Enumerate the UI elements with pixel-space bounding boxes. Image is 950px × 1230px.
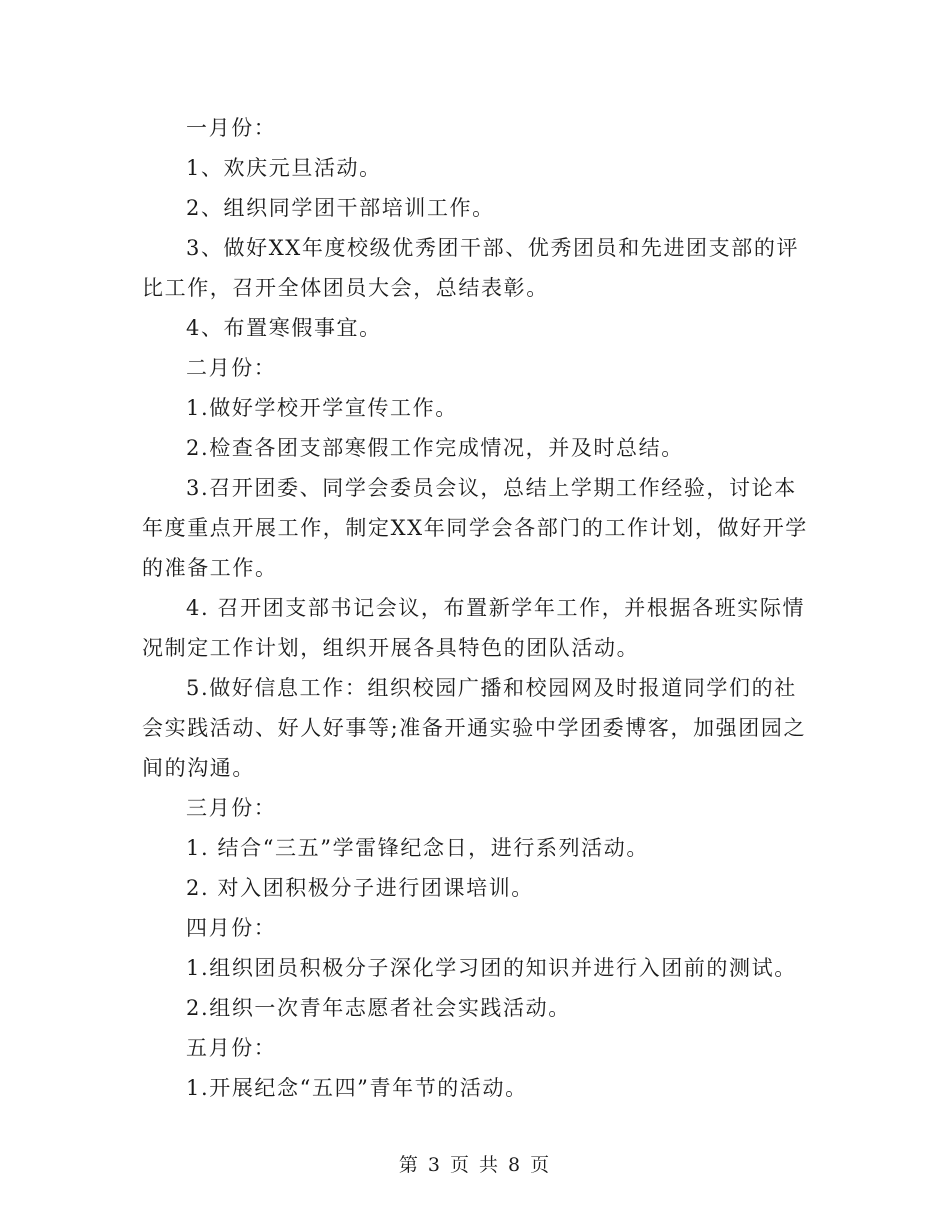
heading-march: 三月份： <box>186 796 277 820</box>
item-february-4: 4. 召开团支部书记会议，布置新学年工作，并根据各班实际情况制定工作计划，组织开展各具特色的团队活动。 <box>142 596 806 660</box>
item-february-3: 3.召开团委、同学会委员会议，总结上学期工作经验，讨论本年度重点开展工作，制定XX年同学会各部门的工作计划，做好开学的准备工作。 <box>142 476 808 580</box>
heading-april: 四月份： <box>186 916 277 940</box>
item-march-1: 1. 结合“三五”学雷锋纪念日，进行系列活动。 <box>186 836 649 860</box>
item-april-1: 1.组织团员积极分子深化学习团的知识并进行入团前的测试。 <box>186 956 797 980</box>
item-april-2: 2.组织一次青年志愿者社会实践活动。 <box>186 996 571 1020</box>
item-february-5: 5.做好信息工作：组织校园广播和校园网及时报道同学们的社会实践活动、好人好事等;准备开通实验中学团委博客，加强团园之间的沟通。 <box>142 676 807 780</box>
item-february-2: 2.检查各团支部寒假工作完成情况，并及时总结。 <box>186 436 684 460</box>
page-footer: 第 3 页 共 8 页 <box>398 1154 552 1176</box>
item-january-1: 1、欢庆元旦活动。 <box>186 156 382 180</box>
document-body <box>142 108 812 1108</box>
item-march-2: 2. 对入团积极分子进行团课培训。 <box>186 876 534 900</box>
item-january-2: 2、组织同学团干部培训工作。 <box>186 196 495 220</box>
item-february-1: 1.做好学校开学宣传工作。 <box>186 396 458 420</box>
item-may-1: 1.开展纪念“五四”青年节的活动。 <box>186 1076 528 1100</box>
heading-january: 一月份： <box>186 116 277 140</box>
heading-may: 五月份： <box>186 1036 277 1060</box>
heading-february: 二月份： <box>186 356 277 380</box>
item-january-4: 4、布置寒假事宜。 <box>186 316 382 340</box>
item-january-3: 3、做好XX年度校级优秀团干部、优秀团员和先进团支部的评比工作，召开全体团员大会，总结表彰。 <box>142 236 800 300</box>
